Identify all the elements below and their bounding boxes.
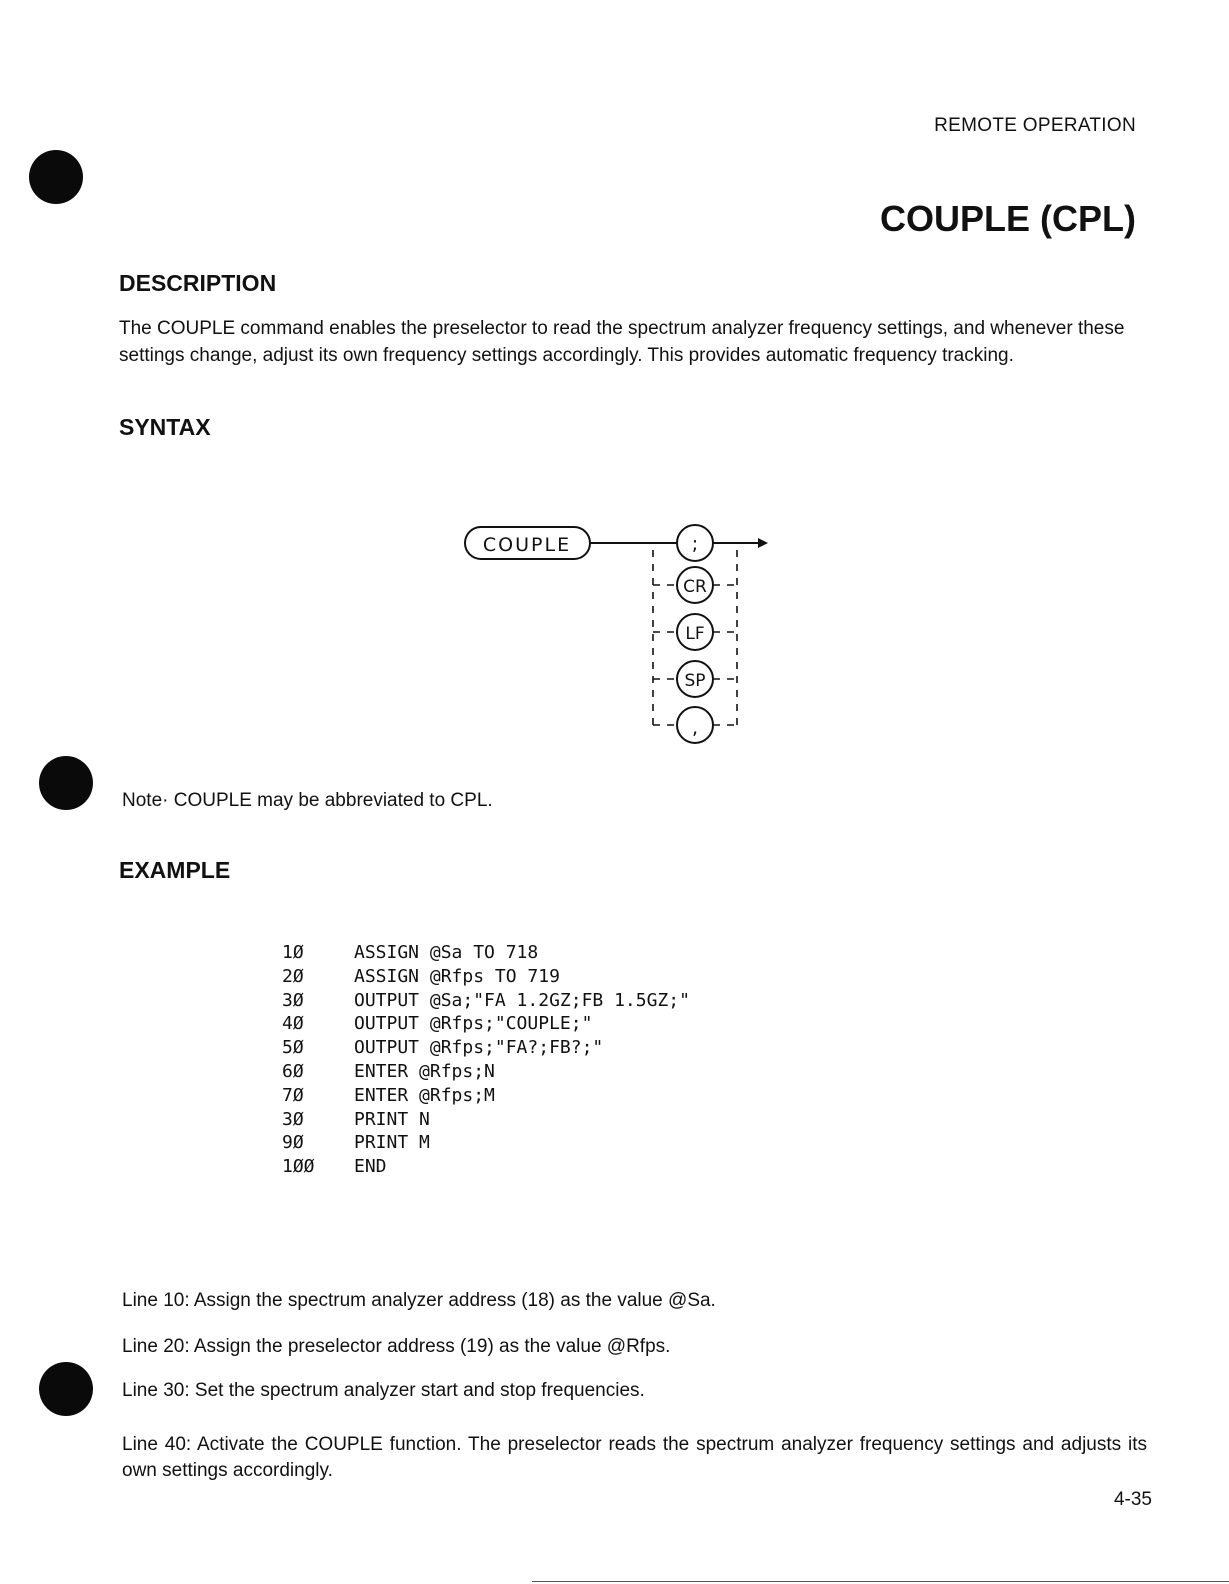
code-statement: ASSIGN @Rfps TO 719 <box>354 965 560 987</box>
code-line-number: 1ØØ <box>282 1156 315 1178</box>
code-line <box>282 965 690 989</box>
code-line-number: 4Ø <box>282 1013 304 1035</box>
code-line <box>282 1155 690 1179</box>
code-line-number: 3Ø <box>282 1108 304 1130</box>
terminator-label: CR <box>683 577 707 597</box>
code-statement: PRINT N <box>354 1108 430 1130</box>
line-note: Line 40: Activate the COUPLE function. The preselector reads the spectrum analyzer frequency settings and adjusts its own settings accordingly. <box>122 1434 1147 1481</box>
code-statement: PRINT M <box>354 1132 430 1154</box>
code-line-number: 2Ø <box>282 965 304 987</box>
page-title: COUPLE (CPL) <box>880 198 1136 239</box>
line-note: Line 20: Assign the preselector address (19) as the value @Rfps. <box>122 1336 671 1357</box>
line-note: Line 30: Set the spectrum analyzer start and stop frequencies. <box>122 1380 645 1401</box>
code-statement: ENTER @Rfps;N <box>354 1060 495 1082</box>
description-text: The COUPLE command enables the preselector to read the spectrum analyzer frequency settings, and whenever these settings change, adjust its own frequency settings accordingly. This provides automatic frequency tracking. <box>119 318 1125 366</box>
command-label: COUPLE <box>482 534 572 556</box>
code-line-number: 1Ø <box>282 942 304 963</box>
code-line <box>282 1131 690 1155</box>
syntax-diagram <box>455 515 785 750</box>
code-line-number: 6Ø <box>282 1060 304 1082</box>
code-line-number: 9Ø <box>282 1132 304 1154</box>
code-line-number: 3Ø <box>282 989 304 1011</box>
line-note: Line 10: Assign the spectrum analyzer address (18) as the value @Sa. <box>122 1290 716 1311</box>
terminator-label: LF <box>685 624 705 644</box>
code-line <box>282 989 690 1013</box>
page-number: 4-35 <box>1113 1489 1152 1510</box>
running-head: REMOTE OPERATION <box>934 115 1136 136</box>
code-line <box>282 1108 690 1132</box>
code-line <box>282 1084 690 1108</box>
code-statement: OUTPUT @Rfps;"COUPLE;" <box>354 1013 593 1035</box>
code-statement: ASSIGN @Sa TO 718 <box>354 942 539 963</box>
code-listing <box>282 941 690 1179</box>
code-line-number: 7Ø <box>282 1084 304 1106</box>
code-line <box>282 1060 690 1084</box>
code-line-number: 5Ø <box>282 1037 304 1059</box>
code-line <box>282 941 690 965</box>
code-statement: OUTPUT @Sa;"FA 1.2GZ;FB 1.5GZ;" <box>354 989 690 1011</box>
terminator-label: SP <box>684 671 706 691</box>
code-line <box>282 1036 690 1060</box>
code-statement: END <box>354 1156 387 1178</box>
terminator-label: , <box>691 717 699 739</box>
note-text: Note· COUPLE may be abbreviated to CPL. <box>122 790 493 811</box>
example-heading: EXAMPLE <box>119 857 231 883</box>
code-statement: ENTER @Rfps;M <box>354 1084 495 1106</box>
binder-hole <box>39 1362 93 1416</box>
arrow-icon <box>758 538 768 548</box>
bottom-rule <box>532 1581 1229 1582</box>
binder-hole <box>39 756 93 810</box>
binder-hole <box>29 150 83 204</box>
description-heading: DESCRIPTION <box>119 270 277 296</box>
syntax-heading: SYNTAX <box>119 414 211 440</box>
terminator-label: ; <box>691 533 699 555</box>
code-line <box>282 1012 690 1036</box>
code-statement: OUTPUT @Rfps;"FA?;FB?;" <box>354 1037 604 1059</box>
